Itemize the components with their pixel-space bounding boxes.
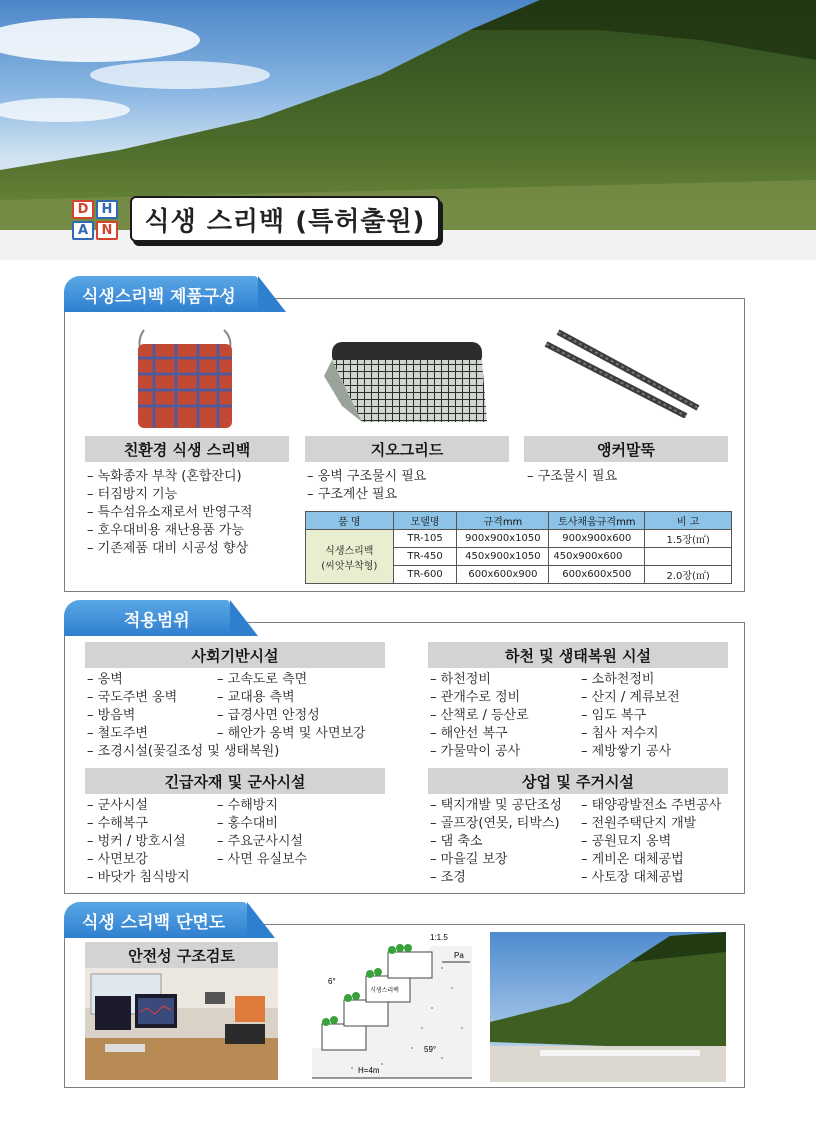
group-title-bar: 긴급자재 및 군사시설 xyxy=(85,768,385,794)
bullet-item: – 사토장 대체공법 xyxy=(581,870,684,885)
product-name-bar: 앵커말뚝 xyxy=(524,436,728,462)
scope-list xyxy=(430,671,529,761)
bullet-item: – 주요군사시설 xyxy=(217,834,303,849)
installed-site-photo xyxy=(490,932,726,1082)
bullet-item: – 옹벽 xyxy=(87,672,123,687)
table-row xyxy=(306,530,732,548)
bullet-item: – 산책로 / 등산로 xyxy=(430,708,529,723)
bullet-item: – 하천정비 xyxy=(430,672,491,687)
geogrid-image xyxy=(322,336,492,426)
table-cell: TR-450 xyxy=(393,548,457,566)
scope-list xyxy=(217,671,366,743)
bullet-item: – 제방쌓기 공사 xyxy=(581,744,672,759)
bullet-item: – 사면보강 xyxy=(87,852,148,867)
table-cell: TR-105 xyxy=(393,530,457,548)
table-cell xyxy=(645,548,732,566)
scope-list xyxy=(430,797,562,887)
scope-list xyxy=(87,797,190,887)
product-bullets xyxy=(87,468,252,558)
bullet-item: – 수해방지 xyxy=(217,798,278,813)
table-header: 모델명 xyxy=(393,512,457,530)
logo-letter: D xyxy=(72,200,94,219)
safety-review-title: 안전성 구조검토 xyxy=(85,942,278,968)
bullet-item: – 벙커 / 방호시설 xyxy=(87,834,186,849)
bullet-item: – 가물막이 공사 xyxy=(430,744,521,759)
bullet-item: – 게비온 대체공법 xyxy=(581,852,684,867)
diagram-bag-label: 식생스리백 xyxy=(370,988,399,994)
table-cell: TR-600 xyxy=(393,566,457,584)
scope-list xyxy=(581,671,680,761)
section-tab-scope: 적용범위 xyxy=(64,600,230,636)
spec-table xyxy=(305,511,732,584)
group-title-bar: 하천 및 생태복원 시설 xyxy=(428,642,728,668)
bullet-item: – 고속도로 측면 xyxy=(217,672,308,687)
bullet-item: – 해안선 복구 xyxy=(430,726,508,741)
product-bullets xyxy=(307,468,426,504)
bullet-item: – 녹화종자 부착 (혼합잔디) xyxy=(87,469,242,484)
office-photo xyxy=(85,968,278,1080)
company-logo xyxy=(72,200,118,240)
cross-section-diagram xyxy=(292,928,480,1084)
section-tab-cross-section: 식생 스리백 단면도 xyxy=(64,902,247,938)
bullet-item: – 댐 축소 xyxy=(430,834,483,849)
page-title: 식생 스리백 (특허출원) xyxy=(130,196,440,242)
bullet-item: – 구조계산 필요 xyxy=(307,487,398,502)
bullet-item: – 급경사면 안정성 xyxy=(217,708,320,723)
slee-bag-image xyxy=(120,318,250,430)
table-cell: 900x900x1050 xyxy=(457,530,549,548)
table-cell: 1.5장(㎡) xyxy=(645,530,732,548)
table-cell: 600x600x900 xyxy=(457,566,549,584)
bullet-item: – 특수섬유소재로서 반영구적 xyxy=(87,505,253,520)
diagram-height-label: H=4m xyxy=(358,1066,380,1075)
table-header-row xyxy=(306,512,732,530)
bullet-item: – 터짐방지 기능 xyxy=(87,487,178,502)
bullet-item: – 마을길 보장 xyxy=(430,852,508,867)
logo-letter: A xyxy=(72,221,94,240)
bullet-item: – 홍수대비 xyxy=(217,816,278,831)
bullet-item: – 구조물시 필요 xyxy=(527,469,618,484)
bullet-item: – 해안가 옹벽 및 사면보강 xyxy=(217,726,366,741)
bullet-item: – 군사시설 xyxy=(87,798,148,813)
scope-list xyxy=(217,797,307,869)
table-header: 토사채움규격mm xyxy=(549,512,645,530)
diagram-angle-bottom: 59° xyxy=(424,1045,437,1054)
bullet-item: – 국도주변 옹벽 xyxy=(87,690,178,705)
bullet-item: – 골프장(연못, 티박스) xyxy=(430,816,560,831)
bullet-item: – 침사 저수지 xyxy=(581,726,659,741)
anchor-pin-image xyxy=(538,322,708,418)
logo-letter: N xyxy=(96,221,118,240)
bullet-item: – 조경시설(꽃길조성 및 생태복원) xyxy=(87,744,280,759)
bullet-item: – 소하천정비 xyxy=(581,672,655,687)
bullet-item: – 방음벽 xyxy=(87,708,136,723)
bullet-item: – 사면 유실보수 xyxy=(217,852,308,867)
bullet-item: – 호우대비용 재난용품 가능 xyxy=(87,523,245,538)
bullet-item: – 기존제품 대비 시공성 향상 xyxy=(87,541,249,556)
section-tab-products: 식생스리백 제품구성 xyxy=(64,276,258,312)
bullet-item: – 옹벽 구조물시 필요 xyxy=(307,469,427,484)
product-name-bar: 지오그리드 xyxy=(305,436,509,462)
bullet-item: – 관개수로 정비 xyxy=(430,690,521,705)
table-header: 품 명 xyxy=(306,512,394,530)
diagram-slope-label: 1:1.5 xyxy=(430,933,448,942)
bullet-item: – 산지 / 계류보전 xyxy=(581,690,680,705)
product-bullets xyxy=(527,468,617,486)
bullet-item: – 바닷가 침식방지 xyxy=(87,870,190,885)
product-name-bar: 친환경 식생 스리백 xyxy=(85,436,289,462)
logo-letter: H xyxy=(96,200,118,219)
table-cell: 600x600x500 xyxy=(549,566,645,584)
bullet-item: – 조경 xyxy=(430,870,466,885)
bullet-item: – 철도주변 xyxy=(87,726,148,741)
table-header: 비 고 xyxy=(645,512,732,530)
bullet-item: – 수해복구 xyxy=(87,816,148,831)
bullet-item: – 교대용 측벽 xyxy=(217,690,295,705)
table-cell: 450x900x600 xyxy=(549,548,645,566)
bullet-item: – 택지개발 및 공단조성 xyxy=(430,798,562,813)
table-cell: 900x900x600 xyxy=(549,530,645,548)
table-cell: 450x900x1050 xyxy=(457,548,549,566)
diagram-angle-top: 6° xyxy=(328,977,336,986)
bullet-item: – 전원주택단지 개발 xyxy=(581,816,697,831)
table-header: 규격mm xyxy=(457,512,549,530)
table-cell: 2.0장(㎡) xyxy=(645,566,732,584)
group-title-bar: 사회기반시설 xyxy=(85,642,385,668)
product-name-cell: 식생스리백 (씨앗부착형) xyxy=(306,530,394,584)
bullet-item: – 공원묘지 옹벽 xyxy=(581,834,672,849)
diagram-pa-label: Pa xyxy=(454,951,464,960)
bullet-item: – 태양광발전소 주변공사 xyxy=(581,798,722,813)
group-title-bar: 상업 및 주거시설 xyxy=(428,768,728,794)
bullet-item: – 임도 복구 xyxy=(581,708,647,723)
title-banner xyxy=(64,196,442,248)
scope-list xyxy=(581,797,721,887)
